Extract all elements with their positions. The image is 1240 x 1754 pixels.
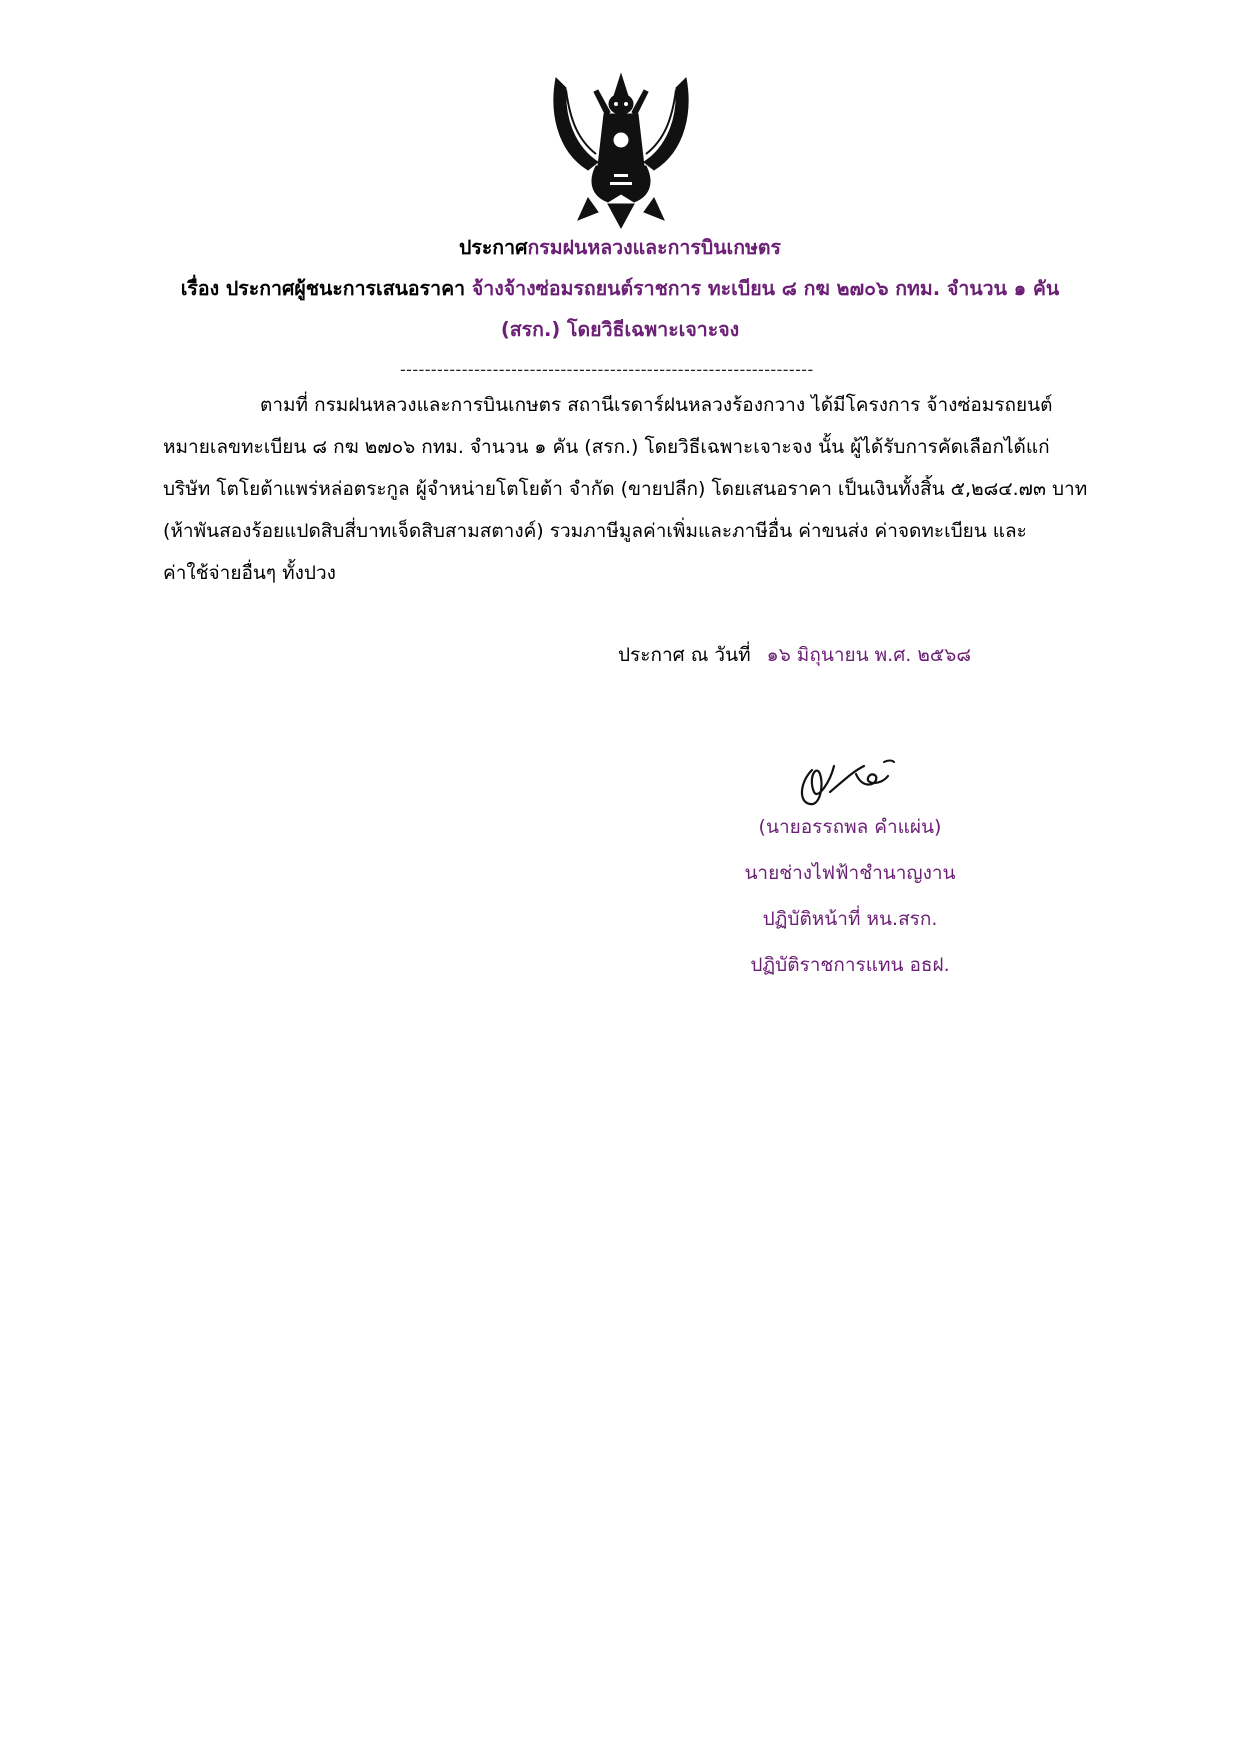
divider-line: -------------------------------------------------------------------	[400, 360, 814, 379]
signatory-position: นายช่างไฟฟ้าชำนาญงาน	[744, 862, 956, 884]
body-line-3: บริษัท โตโยต้าแพร่หล่อตระกูล ผู้จำหน่ายโตโยต้า จำกัด (ขายปลีก) โดยเสนอราคา เป็นเงินทั้งสิ้น ๕,๒๘๔.๗๓ บาท	[163, 478, 1088, 500]
signatory-on-behalf: ปฏิบัติราชการแทน อธฝ.	[750, 954, 950, 976]
signatory-acting: ปฏิบัติหน้าที่ หน.สรก.	[762, 908, 938, 930]
title-prefix: ประกาศ	[458, 236, 528, 259]
body-line-5: ค่าใช้จ่ายอื่นๆ ทั้งปวง	[163, 562, 336, 584]
subject-method: (สรก.) โดยวิธีเฉพาะเจาะจง	[500, 318, 740, 341]
subject-project: จ้างจ้างซ่อมรถยนต์ราชการ ทะเบียน ๘ กฆ ๒๗๐๖ กทม. จำนวน ๑ คัน	[471, 277, 1060, 300]
agency-name: กรมฝนหลวงและการบินเกษตร	[527, 236, 782, 259]
announcement-date: ๑๖ มิถุนายน พ.ศ. ๒๕๖๘	[766, 644, 971, 666]
subject-line	[0, 273, 1240, 304]
body-line-1: ตามที่ กรมฝนหลวงและการบินเกษตร สถานีเรดาร์ฝนหลวงร้องกวาง ได้มีโครงการ จ้างซ่อมรถยนต์	[260, 394, 1053, 416]
body-line-4: (ห้าพันสองร้อยแปดสิบสี่บาทเจ็ดสิบสามสตางค์) รวมภาษีมูลค่าเพิ่มและภาษีอื่น ค่าขนส่ง ค่าจดทะเบียน และ	[163, 520, 1027, 542]
body-line-2: หมายเลขทะเบียน ๘ กฆ ๒๗๐๖ กทม. จำนวน ๑ คัน (สรก.) โดยวิธีเฉพาะเจาะจง นั้น ผู้ได้รับการคัดเลือกได้แก่	[163, 436, 1050, 458]
handwritten-signature-icon	[790, 752, 900, 812]
date-label: ประกาศ ณ วันที่	[618, 644, 751, 666]
signatory-name: (นายอรรถพล คำแผ่น)	[758, 816, 942, 838]
subject-prefix: เรื่อง ประกาศผู้ชนะการเสนอราคา	[180, 277, 466, 300]
announcement-title	[0, 232, 1240, 263]
garuda-emblem-icon	[548, 70, 694, 230]
announcement-date-line	[618, 640, 971, 670]
